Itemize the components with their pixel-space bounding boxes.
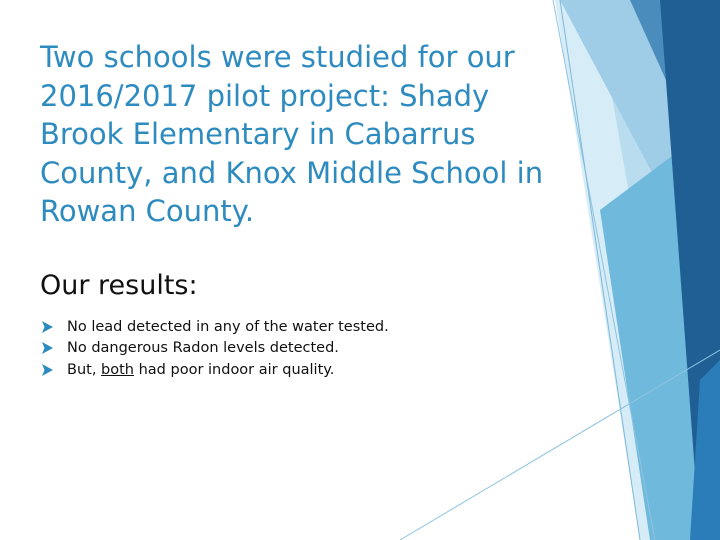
list-item bbox=[42, 316, 562, 338]
slide-title: Two schools were studied for our 2016/2017 pilot project: Shady Brook Elementary in Cabarrus County, and Knox Middle School in Rowan County. bbox=[40, 40, 544, 228]
results-heading: Our results: bbox=[40, 270, 198, 301]
result-text-air-quality bbox=[67, 362, 334, 378]
triangle-arrow-icon bbox=[42, 342, 53, 354]
results-list bbox=[42, 316, 562, 381]
result-text-lead: No lead detected in any of the water tested. bbox=[67, 318, 389, 335]
list-item bbox=[42, 359, 562, 381]
result-text-prefix: But, bbox=[67, 361, 102, 378]
emphasis-both: both bbox=[101, 361, 134, 378]
result-text-radon: No dangerous Radon levels detected. bbox=[67, 340, 339, 357]
list-item bbox=[42, 338, 562, 360]
triangle-arrow-icon bbox=[42, 321, 53, 333]
triangle-arrow-icon bbox=[42, 364, 53, 376]
result-text-suffix: had poor indoor air quality. bbox=[134, 361, 335, 378]
